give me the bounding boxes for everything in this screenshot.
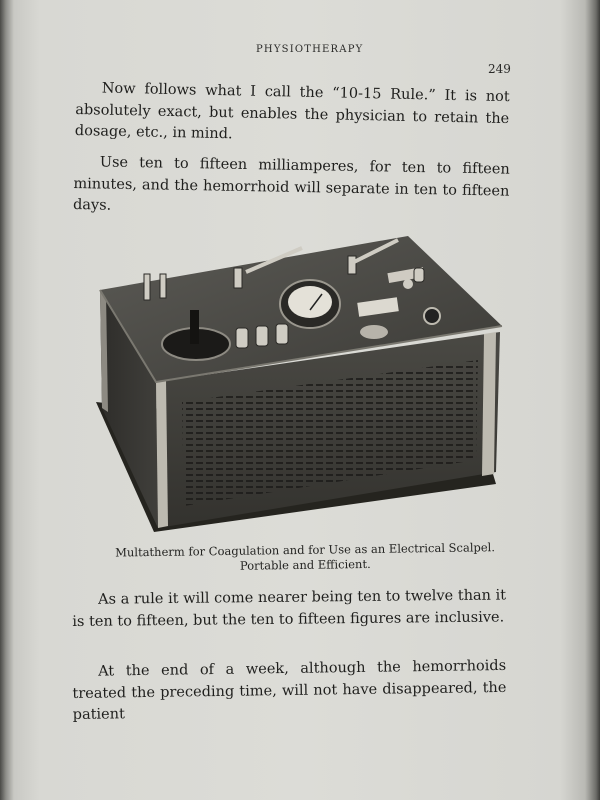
book-page	[8, 0, 588, 800]
paragraph-milliamperes: Use ten to fifteen milliamperes, for ten to fifteen minutes, and the hemorrhoid will separate in ten to fifteen days.	[72, 154, 510, 214]
caption-line-1: Multatherm for Coagulation and for Use as an Electrical Scalpel.	[115, 540, 496, 560]
caption-line-2: Portable and Efficient.	[239, 556, 371, 573]
paragraph-ten-to-twelve: As a rule it will come nearer being ten to twelve than it is ten to fifteen, but the ten to fifteen figures are inclusive.	[72, 587, 507, 630]
paragraph-end-of-week: At the end of a week, although the hemorrhoids treated the preceding time, will not have disappeared, the patient	[72, 657, 507, 723]
multatherm-device-illustration	[86, 232, 508, 540]
page-number: 249	[488, 62, 511, 76]
running-head: PHYSIOTHERAPY	[256, 44, 364, 55]
paragraph-10-15-rule: Now follows what I call the “10-15 Rule.” It is not absolutely exact, but enables the physician to retain the dosage, etc., in mind.	[74, 80, 510, 143]
figure-caption	[80, 540, 530, 576]
